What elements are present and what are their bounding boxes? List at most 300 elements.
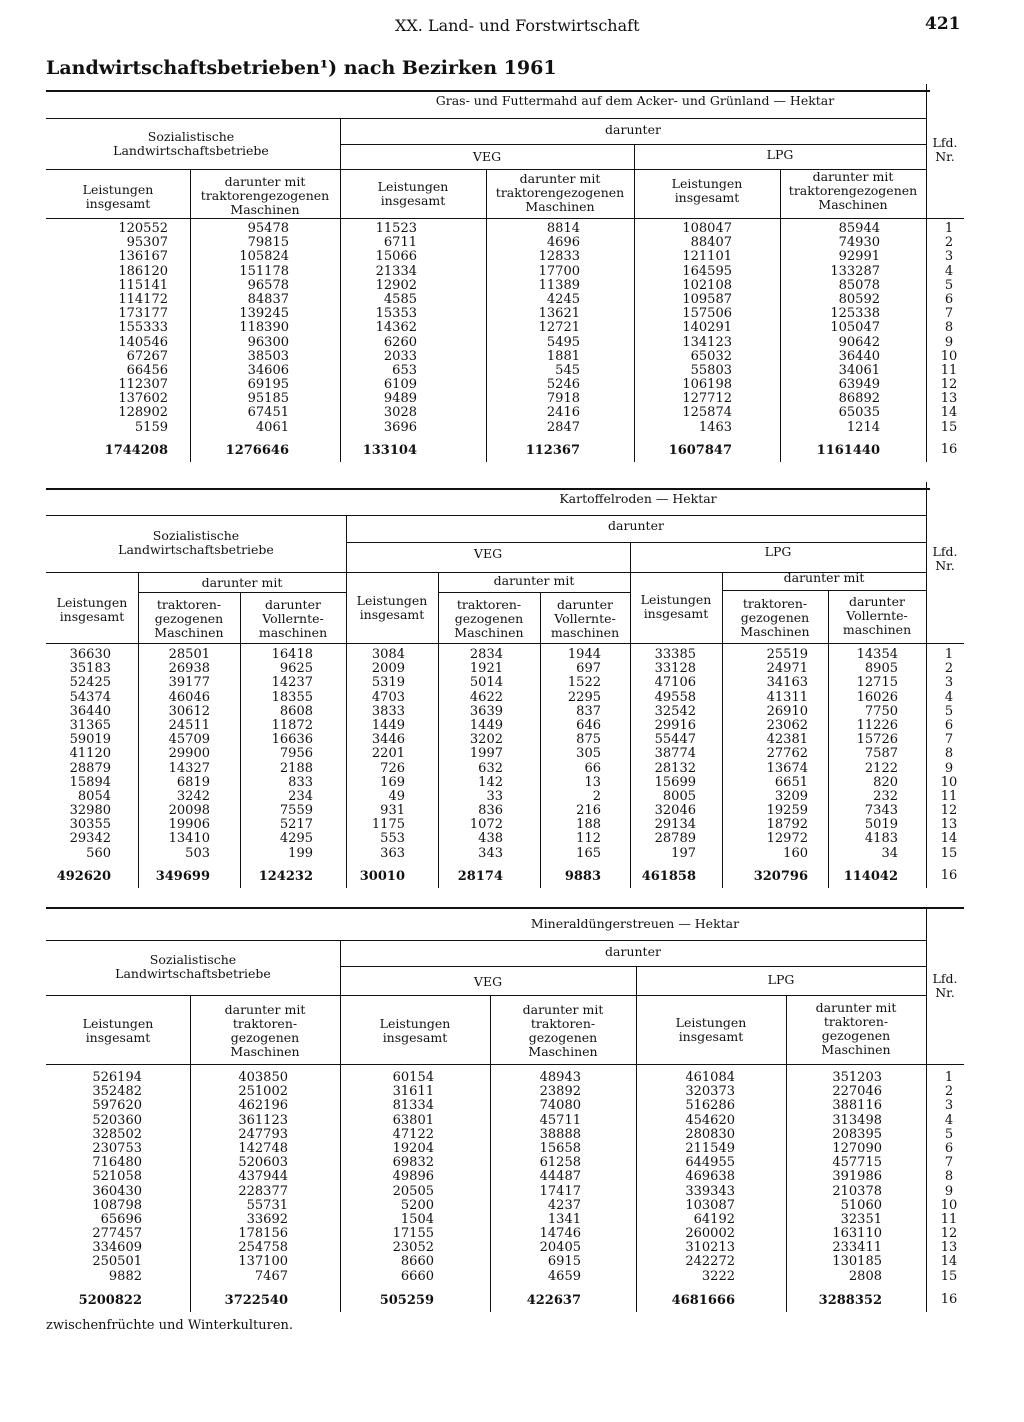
table-cell: 29134 xyxy=(654,817,696,833)
lfd-number: 1 xyxy=(944,1070,954,1085)
table-cell: 833 xyxy=(288,774,313,790)
table-cell: 30355 xyxy=(69,817,111,833)
table-cell: 5200 xyxy=(400,1197,434,1213)
data-column xyxy=(770,222,880,435)
page-number: 421 xyxy=(925,14,961,34)
table-cell: 2009 xyxy=(371,661,405,677)
header-darunter: darunter xyxy=(605,122,661,137)
lfd-number-column xyxy=(934,222,964,435)
table-cell: 8814 xyxy=(546,221,580,236)
header-rule xyxy=(340,966,926,967)
header-traktoren: traktoren- gezogenen Maschinen xyxy=(740,596,810,639)
lfd-number: 3 xyxy=(944,1098,954,1114)
header-lfd-nr: Lfd. Nr. xyxy=(932,971,958,1000)
table-cell: 95307 xyxy=(126,235,168,251)
table-cell: 155333 xyxy=(118,320,168,336)
table-cell: 16418 xyxy=(271,647,313,662)
table-cell: 133287 xyxy=(830,263,880,279)
header-darunter: darunter xyxy=(605,944,661,959)
table-cell: 103087 xyxy=(685,1197,735,1213)
header-leistungen: Leistungen insgesamt xyxy=(377,179,449,208)
table-cell: 503 xyxy=(185,845,210,861)
table-cell: 461084 xyxy=(685,1070,735,1085)
table-cell: 65032 xyxy=(690,348,732,364)
table-cell: 46046 xyxy=(168,689,210,705)
header-leistungen: Leistungen insgesamt xyxy=(379,1016,451,1045)
table-cell: 20405 xyxy=(539,1240,581,1256)
table-cell: 697 xyxy=(576,661,601,677)
table-cell: 173177 xyxy=(118,306,168,322)
table-cell: 26938 xyxy=(168,661,210,677)
header-rule xyxy=(346,542,926,543)
table-cell: 716480 xyxy=(92,1155,142,1171)
table-cell: 19259 xyxy=(766,803,808,819)
table-cell: 545 xyxy=(555,362,580,378)
table-cell: 41311 xyxy=(766,689,808,705)
table-cell: 339343 xyxy=(685,1183,735,1199)
lfd-number: 15 xyxy=(940,419,958,435)
lfd-number: 5 xyxy=(944,277,954,293)
table-cell: 31611 xyxy=(392,1084,434,1100)
table-cell: 36440 xyxy=(69,703,111,719)
data-column xyxy=(393,648,503,861)
header-veg: VEG xyxy=(473,974,503,989)
header-lpg: LPG xyxy=(766,147,794,162)
total-cell: 114042 xyxy=(843,869,898,884)
table-cell: 178156 xyxy=(238,1226,288,1242)
table-cell: 81334 xyxy=(392,1098,434,1114)
lfd-number: 8 xyxy=(944,320,954,336)
table-cell: 88407 xyxy=(690,235,732,251)
data-column xyxy=(58,222,168,435)
header-bottom-rule xyxy=(46,643,964,644)
column-divider xyxy=(926,907,927,1312)
table-cell: 8608 xyxy=(279,703,313,719)
header-rule xyxy=(46,940,926,941)
header-leistungen: Leistungen insgesamt xyxy=(356,593,428,622)
table-cell: 108798 xyxy=(92,1197,142,1213)
table-cell: 820 xyxy=(873,774,898,790)
table-cell: 3084 xyxy=(371,647,405,662)
table-cell: 74080 xyxy=(539,1098,581,1114)
lfd-number: 3 xyxy=(944,249,954,265)
lfd-number: 1 xyxy=(944,647,954,662)
lfd-number: 13 xyxy=(940,391,958,407)
table-cell: 34 xyxy=(881,845,898,861)
table-cell: 2122 xyxy=(864,760,898,776)
table-cell: 108047 xyxy=(682,221,732,236)
table-cell: 351203 xyxy=(832,1070,882,1085)
table-cell: 115141 xyxy=(118,277,168,293)
table-cell: 632 xyxy=(478,760,503,776)
table-cell: 139245 xyxy=(239,306,289,322)
table-cell: 20098 xyxy=(168,803,210,819)
table-cell: 8660 xyxy=(400,1254,434,1270)
table-cell: 277457 xyxy=(92,1226,142,1242)
lfd-number: 13 xyxy=(940,1240,958,1256)
table-cell: 13674 xyxy=(766,760,808,776)
table-cell: 45709 xyxy=(168,732,210,748)
table-cell: 15894 xyxy=(69,774,111,790)
table-cell: 21334 xyxy=(375,263,417,279)
section-title: Gras- und Futtermahd auf dem Acker- und Grünland — Hektar xyxy=(435,93,835,108)
lfd-total-number: 16 xyxy=(940,442,958,457)
table-cell: 5217 xyxy=(279,817,313,833)
table-cell: 85078 xyxy=(838,277,880,293)
table-cell: 7750 xyxy=(864,703,898,719)
total-cell: 461858 xyxy=(641,869,696,884)
table-cell: 157506 xyxy=(682,306,732,322)
data-column xyxy=(622,222,732,435)
table-cell: 96300 xyxy=(247,334,289,350)
table-cell: 47106 xyxy=(654,675,696,691)
table-cell: 3222 xyxy=(701,1268,735,1284)
table-cell: 28789 xyxy=(654,831,696,847)
table-cell: 15066 xyxy=(375,249,417,265)
header-veg: VEG xyxy=(473,546,503,561)
header-traktoren: darunter mit traktorengezogenen Maschinen xyxy=(200,174,330,217)
table-cell: 5246 xyxy=(546,377,580,393)
table-cell: 1449 xyxy=(469,717,503,733)
table-cell: 33385 xyxy=(654,647,696,662)
table-cell: 92991 xyxy=(838,249,880,265)
table-cell: 169 xyxy=(380,774,405,790)
lfd-number: 9 xyxy=(944,760,954,776)
table-cell: 2834 xyxy=(469,647,503,662)
table-cell: 63949 xyxy=(838,377,880,393)
table-cell: 32351 xyxy=(840,1211,882,1227)
table-cell: 74930 xyxy=(838,235,880,251)
table-cell: 2033 xyxy=(383,348,417,364)
table-cell: 15658 xyxy=(539,1140,581,1156)
total-cell: 1276646 xyxy=(225,443,289,458)
lfd-number: 14 xyxy=(940,831,958,847)
table-cell: 105824 xyxy=(239,249,289,265)
column-divider xyxy=(926,84,927,462)
header-traktoren: darunter mit traktorengezogenen Maschinen xyxy=(495,171,625,214)
data-column xyxy=(307,222,417,435)
table-cell: 67451 xyxy=(247,405,289,421)
data-column xyxy=(178,1071,288,1284)
table-cell: 38503 xyxy=(247,348,289,364)
table-cell: 102108 xyxy=(682,277,732,293)
table-cell: 4295 xyxy=(279,831,313,847)
header-sozialistische: Sozialistische Landwirtschaftsbetriebe xyxy=(118,528,274,557)
table-cell: 1449 xyxy=(371,717,405,733)
table-cell: 3242 xyxy=(176,788,210,804)
table-cell: 17155 xyxy=(392,1226,434,1242)
table-cell: 106198 xyxy=(682,377,732,393)
lfd-number: 10 xyxy=(940,1197,958,1213)
header-rule xyxy=(722,590,926,591)
table-cell: 23892 xyxy=(539,1084,581,1100)
total-cell: 5200822 xyxy=(78,1293,142,1308)
lfd-number-column xyxy=(934,648,964,861)
table-cell: 5495 xyxy=(546,334,580,350)
table-cell: 49896 xyxy=(392,1169,434,1185)
section-top-rule xyxy=(46,90,930,92)
data-column xyxy=(295,648,405,861)
table-cell: 521058 xyxy=(92,1169,142,1185)
header-darunter: darunter xyxy=(608,518,664,533)
table-cell: 7956 xyxy=(279,746,313,762)
header-traktoren: darunter mit traktorengezogenen Maschinen xyxy=(788,169,918,212)
table-cell: 462196 xyxy=(238,1098,288,1114)
table-cell: 8054 xyxy=(77,788,111,804)
table-cell: 391986 xyxy=(832,1169,882,1185)
table-cell: 14746 xyxy=(539,1226,581,1242)
table-cell: 3833 xyxy=(371,703,405,719)
lfd-number: 4 xyxy=(944,689,954,705)
table-cell: 59019 xyxy=(69,732,111,748)
table-cell: 69195 xyxy=(247,377,289,393)
table-cell: 403850 xyxy=(238,1070,288,1085)
header-bottom-rule xyxy=(46,1064,964,1065)
table-cell: 134123 xyxy=(682,334,732,350)
table-cell: 142748 xyxy=(238,1140,288,1156)
total-cell: 492620 xyxy=(56,869,111,884)
table-cell: 3639 xyxy=(469,703,503,719)
lfd-number: 6 xyxy=(944,291,954,307)
table-cell: 27762 xyxy=(766,746,808,762)
table-cell: 29342 xyxy=(69,831,111,847)
lfd-number: 8 xyxy=(944,746,954,762)
table-cell: 208395 xyxy=(832,1126,882,1142)
table-cell: 19906 xyxy=(168,817,210,833)
table-cell: 437944 xyxy=(238,1169,288,1185)
table-cell: 5019 xyxy=(864,817,898,833)
table-cell: 3028 xyxy=(383,405,417,421)
table-cell: 121101 xyxy=(682,249,732,265)
table-cell: 250501 xyxy=(92,1254,142,1270)
table-cell: 211549 xyxy=(685,1140,735,1156)
table-cell: 5319 xyxy=(371,675,405,691)
table-cell: 8905 xyxy=(864,661,898,677)
table-cell: 165 xyxy=(576,845,601,861)
total-cell: 3288352 xyxy=(818,1293,882,1308)
header-lfd-nr: Lfd. Nr. xyxy=(932,544,958,573)
lfd-number: 7 xyxy=(944,732,954,748)
table-cell: 55803 xyxy=(690,362,732,378)
data-column xyxy=(179,222,289,435)
table-cell: 242272 xyxy=(685,1254,735,1270)
lfd-number: 4 xyxy=(944,1112,954,1128)
lfd-number: 2 xyxy=(944,235,954,251)
table-cell: 33692 xyxy=(246,1211,288,1227)
table-cell: 234 xyxy=(288,788,313,804)
table-cell: 64192 xyxy=(693,1211,735,1227)
total-cell: 28174 xyxy=(457,869,503,884)
table-cell: 65696 xyxy=(100,1211,142,1227)
lfd-number: 1 xyxy=(944,221,954,236)
table-cell: 2188 xyxy=(279,760,313,776)
table-cell: 6711 xyxy=(383,235,417,251)
table-cell: 4061 xyxy=(255,419,289,435)
table-cell: 15699 xyxy=(654,774,696,790)
table-cell: 25519 xyxy=(766,647,808,662)
table-cell: 653 xyxy=(392,362,417,378)
table-cell: 1072 xyxy=(469,817,503,833)
total-cell: 133104 xyxy=(362,443,417,458)
table-cell: 837 xyxy=(576,703,601,719)
header-vollernte: darunter Vollernte- maschinen xyxy=(842,594,912,637)
data-column xyxy=(32,1071,142,1284)
lfd-number: 5 xyxy=(944,703,954,719)
table-cell: 90642 xyxy=(838,334,880,350)
table-cell: 142 xyxy=(478,774,503,790)
lfd-number: 8 xyxy=(944,1169,954,1185)
table-cell: 4696 xyxy=(546,235,580,251)
header-sozialistische: Sozialistische Landwirtschaftsbetriebe xyxy=(115,952,271,981)
table-cell: 11872 xyxy=(271,717,313,733)
table-cell: 3696 xyxy=(383,419,417,435)
table-cell: 2808 xyxy=(848,1268,882,1284)
table-cell: 313498 xyxy=(832,1112,882,1128)
chapter-heading: XX. Land- und Forstwirtschaft xyxy=(395,16,640,35)
column-divider xyxy=(926,482,927,888)
lfd-number: 12 xyxy=(940,803,958,819)
table-cell: 14237 xyxy=(271,675,313,691)
table-cell: 32980 xyxy=(69,803,111,819)
table-cell: 2295 xyxy=(567,689,601,705)
table-cell: 11523 xyxy=(375,221,417,236)
table-cell: 140291 xyxy=(682,320,732,336)
table-cell: 118390 xyxy=(239,320,289,336)
table-cell: 66456 xyxy=(126,362,168,378)
table-cell: 3202 xyxy=(469,732,503,748)
table-cell: 199 xyxy=(288,845,313,861)
table-cell: 114172 xyxy=(118,291,168,307)
table-cell: 160 xyxy=(783,845,808,861)
header-leistungen: Leistungen insgesamt xyxy=(56,595,128,624)
table-cell: 188 xyxy=(576,817,601,833)
table-cell: 2847 xyxy=(546,419,580,435)
lfd-number: 10 xyxy=(940,348,958,364)
table-cell: 251002 xyxy=(238,1084,288,1100)
table-cell: 127712 xyxy=(682,391,732,407)
table-cell: 26910 xyxy=(766,703,808,719)
total-cell: 505259 xyxy=(379,1293,434,1308)
table-cell: 310213 xyxy=(685,1240,735,1256)
table-cell: 54374 xyxy=(69,689,111,705)
table-cell: 30612 xyxy=(168,703,210,719)
table-cell: 69832 xyxy=(392,1155,434,1171)
footnote-text: zwischenfrüchte und Winterkulturen. xyxy=(46,1318,294,1333)
table-cell: 5014 xyxy=(469,675,503,691)
table-cell: 79815 xyxy=(247,235,289,251)
table-cell: 120552 xyxy=(118,221,168,236)
data-column xyxy=(471,1071,581,1284)
table-cell: 11226 xyxy=(856,717,898,733)
table-cell: 361123 xyxy=(238,1112,288,1128)
table-cell: 67267 xyxy=(126,348,168,364)
table-cell: 726 xyxy=(380,760,405,776)
table-cell: 560 xyxy=(86,845,111,861)
table-cell: 125874 xyxy=(682,405,732,421)
table-cell: 228377 xyxy=(238,1183,288,1199)
table-cell: 34061 xyxy=(838,362,880,378)
table-cell: 7467 xyxy=(254,1268,288,1284)
table-cell: 84837 xyxy=(247,291,289,307)
table-cell: 49 xyxy=(388,788,405,804)
lfd-number: 10 xyxy=(940,774,958,790)
table-cell: 2201 xyxy=(371,746,405,762)
table-cell: 15726 xyxy=(856,732,898,748)
table-cell: 2416 xyxy=(546,405,580,421)
header-lpg: LPG xyxy=(767,972,795,987)
table-cell: 105047 xyxy=(830,320,880,336)
table-cell: 454620 xyxy=(685,1112,735,1128)
table-cell: 13 xyxy=(584,774,601,790)
table-cell: 1944 xyxy=(567,647,601,662)
lfd-number: 2 xyxy=(944,661,954,677)
header-leistungen: Leistungen insgesamt xyxy=(671,176,743,205)
table-cell: 5159 xyxy=(134,419,168,435)
data-column xyxy=(586,648,696,861)
table-cell: 28501 xyxy=(168,647,210,662)
table-cell: 210378 xyxy=(832,1183,882,1199)
total-cell: 1161440 xyxy=(816,443,880,458)
total-cell: 124232 xyxy=(258,869,313,884)
table-cell: 1921 xyxy=(469,661,503,677)
section-title: Kartoffelroden — Hektar xyxy=(559,491,717,506)
table-cell: 137602 xyxy=(118,391,168,407)
table-cell: 95478 xyxy=(247,221,289,236)
table-cell: 4622 xyxy=(469,689,503,705)
lfd-number: 12 xyxy=(940,1226,958,1242)
table-cell: 23062 xyxy=(766,717,808,733)
lfd-number: 9 xyxy=(944,1183,954,1199)
total-cell: 3722540 xyxy=(224,1293,288,1308)
table-cell: 457715 xyxy=(832,1155,882,1171)
table-cell: 32046 xyxy=(654,803,696,819)
data-column xyxy=(470,222,580,435)
table-cell: 343 xyxy=(478,845,503,861)
header-traktoren: darunter mit traktoren- gezogenen Maschinen xyxy=(224,1002,306,1059)
header-rule xyxy=(340,144,926,145)
table-cell: 4585 xyxy=(383,291,417,307)
total-cell: 320796 xyxy=(753,869,808,884)
table-cell: 136167 xyxy=(118,249,168,265)
header-leistungen: Leistungen insgesamt xyxy=(675,1015,747,1044)
table-cell: 39177 xyxy=(168,675,210,691)
table-cell: 520603 xyxy=(238,1155,288,1171)
table-cell: 23052 xyxy=(392,1240,434,1256)
table-cell: 516286 xyxy=(685,1098,735,1114)
table-cell: 1522 xyxy=(567,675,601,691)
table-cell: 1881 xyxy=(546,348,580,364)
total-cell: 112367 xyxy=(525,443,580,458)
table-cell: 112 xyxy=(576,831,601,847)
table-cell: 644955 xyxy=(685,1155,735,1171)
header-traktoren: darunter mit traktoren- gezogenen Maschinen xyxy=(522,1002,604,1059)
lfd-number: 11 xyxy=(940,1211,958,1227)
table-cell: 112307 xyxy=(118,377,168,393)
header-rule xyxy=(138,592,346,593)
table-cell: 128902 xyxy=(118,405,168,421)
table-cell: 29900 xyxy=(168,746,210,762)
lfd-number: 3 xyxy=(944,675,954,691)
data-column xyxy=(788,648,898,861)
table-cell: 438 xyxy=(478,831,503,847)
table-cell: 49558 xyxy=(654,689,696,705)
lfd-number: 4 xyxy=(944,263,954,279)
data-column xyxy=(100,648,210,861)
table-cell: 469638 xyxy=(685,1169,735,1185)
table-cell: 24511 xyxy=(168,717,210,733)
table-cell: 232 xyxy=(873,788,898,804)
table-cell: 17417 xyxy=(539,1183,581,1199)
